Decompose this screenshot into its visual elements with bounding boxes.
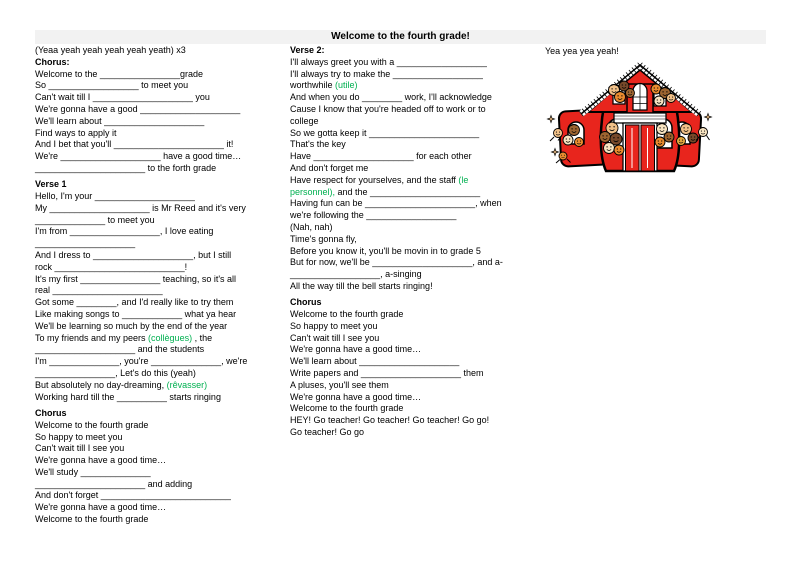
sparkle-star-icon: [552, 149, 559, 156]
child-head: [600, 132, 611, 143]
child-head: [559, 152, 567, 160]
lyric-line: ______________________ to the forth grade: [35, 162, 217, 173]
lyric-line: But absolutely no day-dreaming, (rêvasser): [35, 379, 208, 390]
lyric-line: A pluses, you'll see them: [290, 379, 389, 390]
child-head: [615, 92, 626, 103]
column-right: [545, 45, 770, 178]
child-head: [614, 145, 624, 155]
child-arm: [550, 137, 554, 141]
child-head: [569, 125, 580, 136]
lyric-line: And don't forget __________________________: [35, 490, 231, 501]
lyric-line: We'll be learning so much by the end of the year: [35, 320, 228, 331]
lyric-line: We're gonna have a good time…: [290, 344, 422, 355]
child-head: [654, 96, 664, 106]
lyric-line: So __________________ to meet you: [35, 80, 189, 91]
schoolhouse-image: [545, 58, 713, 178]
lyric-block: [290, 45, 545, 293]
lyric-line: We're gonna have a good time…: [35, 455, 167, 466]
lyric-line: Hello, I'm your ____________________: [35, 191, 195, 202]
sparkle-star-icon: [705, 114, 712, 121]
lyric-line: Have ____________________ for each other: [290, 151, 472, 162]
translation-hint: (collègues): [148, 332, 193, 343]
lyric-line: I'm ______________, you're ______________, we're: [35, 356, 248, 367]
lyric-line: (Nah, nah): [290, 221, 333, 232]
worksheet-title: Welcome to the fourth grade!: [35, 30, 766, 44]
lyric-line: __________________, a-singing: [290, 269, 422, 280]
lyric-line: All the way till the bell starts ringing!: [290, 280, 433, 291]
child-head: [664, 132, 674, 142]
lyric-line: My ____________________ is Mr Reed and it's very: [35, 202, 246, 213]
lyric-line: And when you do ________ work, I'll acknowledge: [290, 92, 492, 103]
lyric-line: Go teacher! Go go: [290, 427, 365, 437]
lyric-line: So we gotta keep it ______________________: [290, 127, 480, 138]
translation-hint: (rêvasser): [166, 379, 208, 390]
child-head: [677, 137, 686, 146]
lyric-line: personnel), and the ______________________: [290, 186, 481, 197]
lyric-line: ____________________: [35, 238, 136, 249]
lyric-line: We'll learn about ____________________: [290, 356, 460, 367]
section-heading: Chorus: [290, 297, 322, 308]
lyric-line: rock __________________________!: [35, 261, 188, 272]
lyric-line: We're gonna have a good ____________________: [35, 103, 241, 114]
translation-hint: personnel),: [290, 186, 336, 197]
lyric-line: I'll always greet you with a __________________: [290, 56, 487, 67]
section-heading: Verse 1: [35, 179, 67, 190]
lyric-line: Got some ________, and I'd really like to try them: [35, 297, 234, 308]
lyric-line: So happy to meet you: [290, 320, 378, 331]
right-caption: Yea yea yea yeah!: [545, 46, 619, 56]
lyric-block: [35, 57, 290, 175]
lyric-line: HEY! Go teacher! Go teacher! Go teacher! Go go!: [290, 415, 490, 426]
lyric-block: [35, 45, 290, 57]
child-head: [655, 137, 665, 147]
lyric-line: ______________ to meet you: [35, 214, 155, 225]
lyric-line: Cause I know that you're headed off to work or to: [290, 103, 486, 114]
lyric-line: ____________________ and the students: [35, 344, 205, 355]
lyric-line: Welcome to the ________________grade: [35, 68, 203, 79]
column-middle: [290, 45, 545, 439]
lyric-line: Write papers and ____________________ them: [290, 368, 484, 379]
section-heading: Verse 2:: [290, 45, 325, 55]
lyric-line: Can't wait till I ____________________ you: [35, 92, 210, 103]
lyric-line: Welcome to the fourth grade: [290, 309, 404, 320]
lyric-line: Like making songs to ____________ what ya hear: [35, 309, 237, 320]
lyric-line: It's my first ________________ teaching, so it's all: [35, 273, 237, 284]
section-heading: Chorus:: [35, 56, 70, 67]
child-head: [563, 135, 573, 145]
lyric-line: ______________________ and adding: [35, 478, 193, 489]
lyric-line: I'm from __________________, I love eating: [35, 226, 214, 237]
sparkle-star-icon: [548, 116, 555, 123]
child-head: [688, 133, 698, 143]
child-arm: [707, 136, 710, 141]
lyric-line: We're gonna have a good time…: [35, 502, 167, 513]
lyric-line: Welcome to the fourth grade: [35, 514, 149, 525]
lyric-line: ________________, Let's do this (yeah): [35, 368, 196, 379]
translation-hint: (utile): [335, 80, 358, 91]
lyric-line: Working hard till the __________ starts ringing: [35, 391, 221, 402]
child-arm: [556, 160, 560, 164]
lyric-block: [35, 408, 290, 526]
lyric-block: [35, 179, 290, 403]
column-left: [35, 45, 290, 526]
child-head: [681, 124, 692, 135]
lyric-line: So happy to meet you: [35, 431, 123, 442]
lyric-line: Have respect for yourselves, and the staff (le: [290, 174, 469, 185]
lyric-line: And I bet that you'll ______________________ it!: [35, 139, 234, 150]
child-head: [667, 94, 676, 103]
translation-hint: (le: [458, 174, 469, 185]
lyric-line: Can't wait till I see you: [35, 443, 125, 454]
lyric-line: We're ____________________ have a good time…: [35, 151, 242, 162]
lyric-line: I'll always try to make the __________________: [290, 68, 483, 79]
section-heading: Chorus: [35, 407, 67, 418]
lyric-line: worthwhile (utile): [290, 80, 358, 91]
lyric-line: (Yeaa yeah yeah yeah yeah yeath) x3: [35, 45, 186, 55]
child-head: [604, 143, 615, 154]
lyric-line: Welcome to the fourth grade: [35, 419, 149, 430]
lyric-line: We'll study ______________: [35, 466, 151, 477]
lyric-line: Welcome to the fourth grade: [290, 403, 404, 414]
lyric-line: Time's gonna fly,: [290, 233, 357, 244]
lyric-line: And I dress to ____________________, but I still: [35, 250, 232, 261]
lyric-block: [290, 297, 545, 439]
lyric-line: Before you know it, you'll be movin in to grade 5: [290, 245, 481, 256]
child-head: [699, 128, 708, 137]
lyric-line: real ______________________: [35, 285, 163, 296]
lyric-line: Having fun can be ______________________, when: [290, 198, 502, 209]
child-head: [575, 138, 584, 147]
child-head: [626, 89, 635, 98]
lyric-line: And don't forget me: [290, 162, 369, 173]
lyric-line: We're gonna have a good time…: [290, 391, 422, 402]
lyric-line: We'll learn about ____________________: [35, 115, 205, 126]
lyric-line: To my friends and my peers (collègues) , the: [35, 332, 213, 343]
lyric-line: That's the key: [290, 139, 346, 150]
lyric-line: Can't wait till I see you: [290, 332, 380, 343]
lyric-line: we're following the __________________: [290, 210, 457, 221]
lyric-line: Find ways to apply it: [35, 127, 117, 138]
lyric-line: college: [290, 115, 319, 126]
lyric-line: But for now, we'll be ____________________, and a-: [290, 257, 503, 268]
